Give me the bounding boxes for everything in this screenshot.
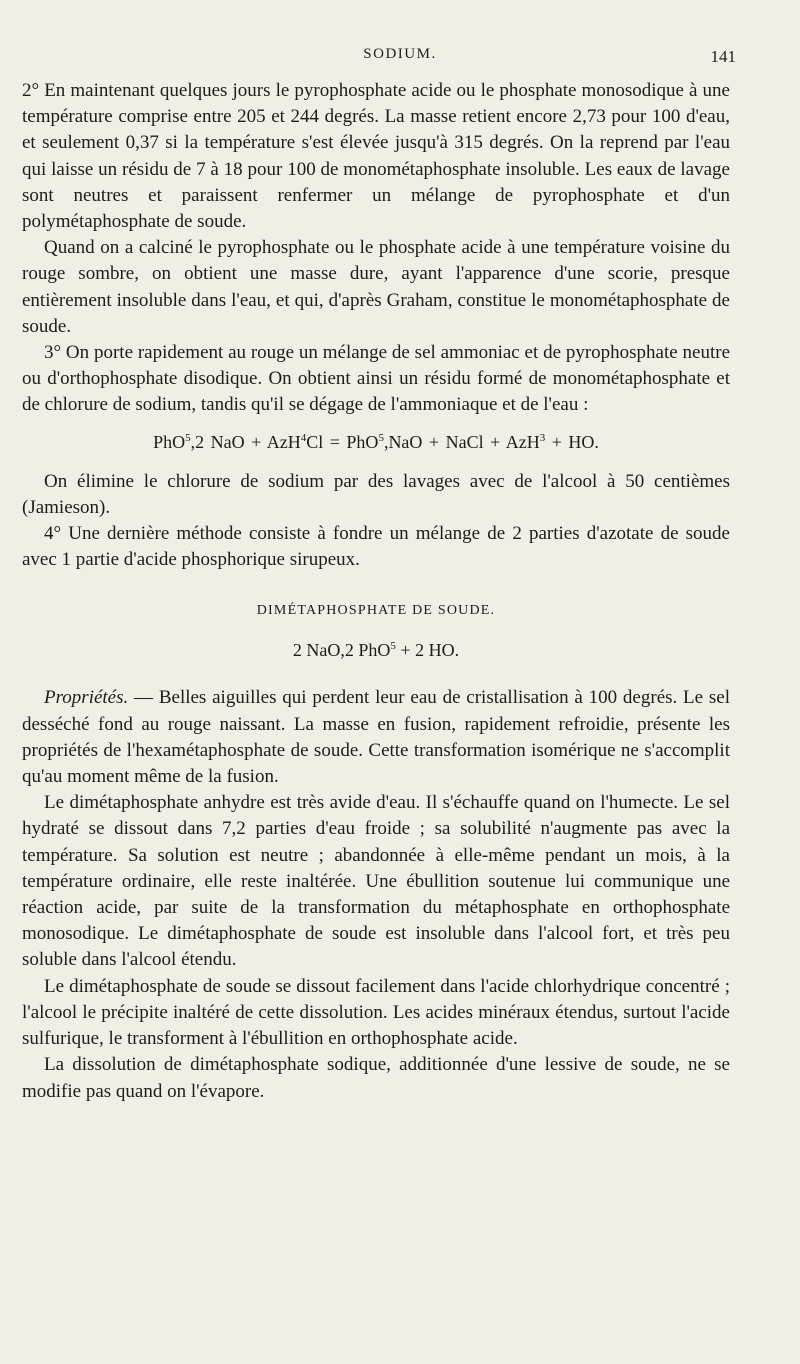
equation-part-5: + HO. [545,431,599,452]
formula-sup-1: 5 [390,640,396,653]
properties-text: — Belles aiguilles qui perdent leur eau de cristallisation à 100 degrés. Le sel desséché fond au rouge naissant. La masse en fusion, rapidement refroidie, présente les propriétés de l'hexamétaphosphate de soude. Cette transformation isomérique ne s'accomplit qu'au moment même de la fusion. [22,687,730,788]
equation-part-2: ,2 NaO + AzH [190,431,301,452]
equation-part-4: ,NaO + NaCl + AzH [383,431,540,452]
equation-sup-2: 4 [300,431,307,444]
paragraph-method-4: 4° Une dernière méthode consiste à fondre un mélange de 2 parties d'azotate de soude avec 1 partie d'acide phosphorique sirupeux. [22,523,730,571]
equation-sup-3: 5 [378,431,384,444]
running-head [0,46,800,68]
equation-sup-4: 3 [539,431,546,444]
equation-part-3: Cl = PhO [306,431,379,452]
formula-part-2: + 2 HO. [395,640,460,661]
section-formula [22,637,730,663]
paragraph-acid-solubility: Le dimétaphosphate de soude se dissout facilement dans l'acide chlorhydrique concentré ; l'alcool le précipite inaltéré de cette dissolution. Les acides minéraux étendus, surtout l'acide sulfurique, le transforment à l'ébullition en orthophosphate acide. [22,975,730,1050]
paragraph-elimination: On élimine le chlorure de sodium par des lavages avec de l'alcool à 50 centièmes (Jamieson). [22,470,730,518]
equation-part-1: PhO [153,431,186,452]
paragraph-anhydrous: Le dimétaphosphate anhydre est très avide d'eau. Il s'échauffe quand on l'humecte. Le sel hydraté se dissout dans 7,2 parties d'eau froide ; sa solubilité n'augmente pas avec la température. Sa solution est neutre ; abandonnée à elle-même pendant un mois, à la température ordinaire, elle reste inaltérée. Une ébullition soutenue lui communique une réaction acide, par suite de la transformation du métaphosphate en orthophosphate monosodique. Le dimétaphosphate de soude est insoluble dans l'alcool fort, et très peu soluble dans l'alcool étendu. [22,792,730,971]
properties-run-in: Propriétés. [44,687,129,709]
paragraph-calcination: Quand on a calciné le pyrophosphate ou le phosphate acide à une température voisine du rouge sombre, on obtient une masse dure, ayant l'apparence d'une scorie, presque entièrement insoluble dans l'eau, et qui, d'après Graham, constitue le monométaphosphate de soude. [22,237,730,337]
paragraph-method-2: 2° En maintenant quelques jours le pyrophosphate acide ou le phosphate monosodique à une température comprise entre 205 et 244 degrés. La masse retient encore 2,73 pour 100 d'eau, et seulement 0,37 si la température s'est élevée jusqu'à 315 degrés. On la reprend par l'eau qui laisse un résidu de 7 à 18 pour 100 de monométaphosphate insoluble. Les eaux de lavage sont neutres et paraissent renfermer un mélange de pyrophosphate et d'un polymétaphosphate de soude. [22,80,730,233]
running-title: SODIUM. [363,46,437,62]
equation-sup-1: 5 [185,431,191,444]
page-number: 141 [710,47,736,66]
chemical-equation [22,429,730,455]
paragraph-properties [22,685,730,790]
paragraph-evaporation: La dissolution de dimétaphosphate sodique, additionnée d'une lessive de soude, ne se modifie pas quand on l'évapore. [22,1054,730,1102]
section-title: DIMÉTAPHOSPHATE DE SOUDE. [256,603,496,619]
formula-part-1: 2 NaO,2 PhO [292,640,391,661]
paragraph-method-3: 3° On porte rapidement au rouge un mélange de sel ammoniac et de pyrophosphate neutre ou d'orthophosphate disodique. On obtient ainsi un résidu formé de monométaphosphate et de chlorure de sodium, tandis qu'il se dégage de l'ammoniaque et de l'eau : [22,342,730,416]
body-text [22,78,730,1105]
